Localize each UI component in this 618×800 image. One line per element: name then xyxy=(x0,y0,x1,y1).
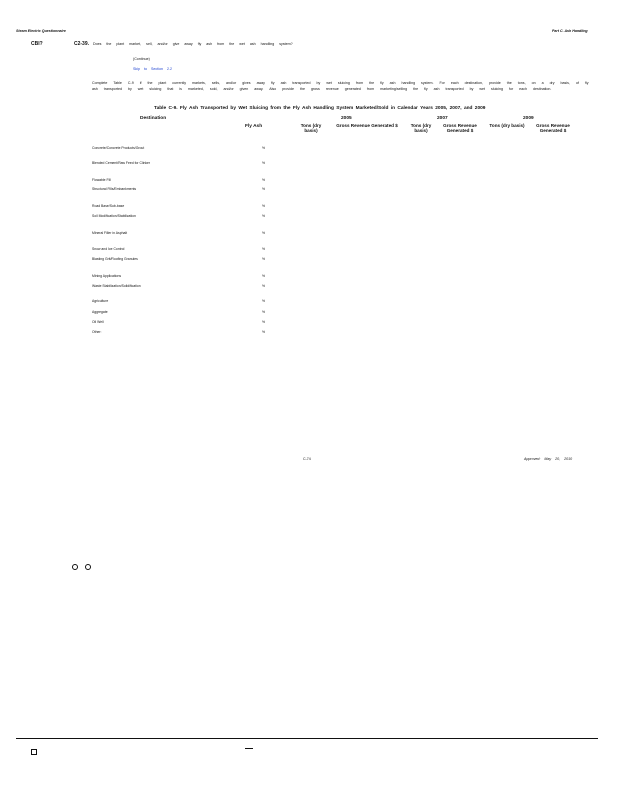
table-row-unit: % xyxy=(262,320,266,324)
table-row-unit: % xyxy=(262,299,266,303)
table-row-unit: % xyxy=(262,247,266,251)
table-row-unit: % xyxy=(262,161,266,165)
table-row-label: Mineral Filler in Asphalt xyxy=(92,231,128,235)
checkbox[interactable] xyxy=(31,749,37,755)
continue-option[interactable]: (Continue) xyxy=(133,57,150,61)
table-row-unit: % xyxy=(262,274,266,278)
table-row-unit: % xyxy=(262,178,266,182)
divider-mark xyxy=(245,748,253,749)
table-row-label: Flowable Fill xyxy=(92,178,111,182)
question-number: C2-39. xyxy=(74,41,90,47)
question-text: Does the plant market, sell, and/or give away fly ash from the wet ash handling system? xyxy=(93,42,293,46)
table-row-label: Structural Fills/Embankments xyxy=(92,187,137,191)
header-right: Part C. Ash Handling xyxy=(552,29,588,33)
table-row-unit: % xyxy=(262,257,266,261)
approval-date: Approved: May 20, 2010 xyxy=(524,457,573,461)
col-revenue-2005: Gross Revenue Generated $ xyxy=(336,123,398,128)
table-row-label: Waste Stabilization/Solidification xyxy=(92,284,141,288)
bottom-rule xyxy=(16,738,598,739)
col-destination: Destination xyxy=(140,116,167,121)
col-tons-2005: Tons (dry basis) xyxy=(300,123,322,134)
table-row-unit: % xyxy=(262,330,266,334)
table-row-label: Oil Well xyxy=(92,320,104,324)
cbi-label: CBI? xyxy=(31,41,43,47)
table-row-label: Snow and Ice Control xyxy=(92,247,125,251)
table-row-unit: % xyxy=(262,284,266,288)
table-row-label: Concrete/Concrete Products/Grout xyxy=(92,146,145,150)
table-row-unit: % xyxy=(262,146,266,150)
table-title: Table C-9. Fly Ash Transported by Wet Sluicing from the Fly Ash Handling System Marketed/Sold in Calendar Years 2005, 2007, and 2009 xyxy=(154,106,486,111)
year-2007: 2007 xyxy=(437,116,448,121)
skip-link[interactable]: Skip to Section 2.2 xyxy=(133,67,172,71)
table-row-label: Other: xyxy=(92,330,102,334)
col-tons-2007: Tons (dry basis) xyxy=(410,123,432,134)
table-row-unit: % xyxy=(262,310,266,314)
table-row-label: Blended Cement/Raw Feed for Clinker xyxy=(92,161,151,165)
table-row-label: Aggregate xyxy=(92,310,108,314)
radio-button[interactable] xyxy=(72,564,78,570)
table-row-label: Soil Modification/Stabilization xyxy=(92,214,136,218)
table-row-unit: % xyxy=(262,231,266,235)
instructions-line-2: ash transported by wet sluicing that is marketed, sold, and/or given away. Also provide the gross revenue generated from marketing/selling the fly ash transported by wet sluicing for each destination. xyxy=(92,87,552,91)
col-revenue-2007: Gross Revenue Generated $ xyxy=(443,123,477,134)
radio-button[interactable] xyxy=(85,564,91,570)
table-row-unit: % xyxy=(262,214,266,218)
table-row-label: Mining Applications xyxy=(92,274,122,278)
page-number: C-74 xyxy=(303,457,311,461)
year-2009: 2009 xyxy=(523,116,534,121)
col-fly-ash: Fly Ash xyxy=(245,124,263,129)
col-revenue-2009: Gross Revenue Generated $ xyxy=(536,123,570,134)
header-left: Steam Electric Questionnaire xyxy=(16,29,66,33)
table-row-label: Agriculture xyxy=(92,299,109,303)
instructions-line-1: Complete Table C-9 if the plant currently markets, sells, and/or gives away fly ash transported by wet sluicing from the fly ash handling system. For each destination, provide the tons, on a dry basis, of fly xyxy=(92,81,589,85)
table-row-unit: % xyxy=(262,187,266,191)
col-tons-2009: Tons (dry basis) xyxy=(489,123,525,128)
table-row-unit: % xyxy=(262,204,266,208)
year-2005: 2005 xyxy=(341,116,352,121)
table-row-label: Road Base/Sub-base xyxy=(92,204,125,208)
table-row-label: Blasting Grit/Roofing Granules xyxy=(92,257,138,261)
